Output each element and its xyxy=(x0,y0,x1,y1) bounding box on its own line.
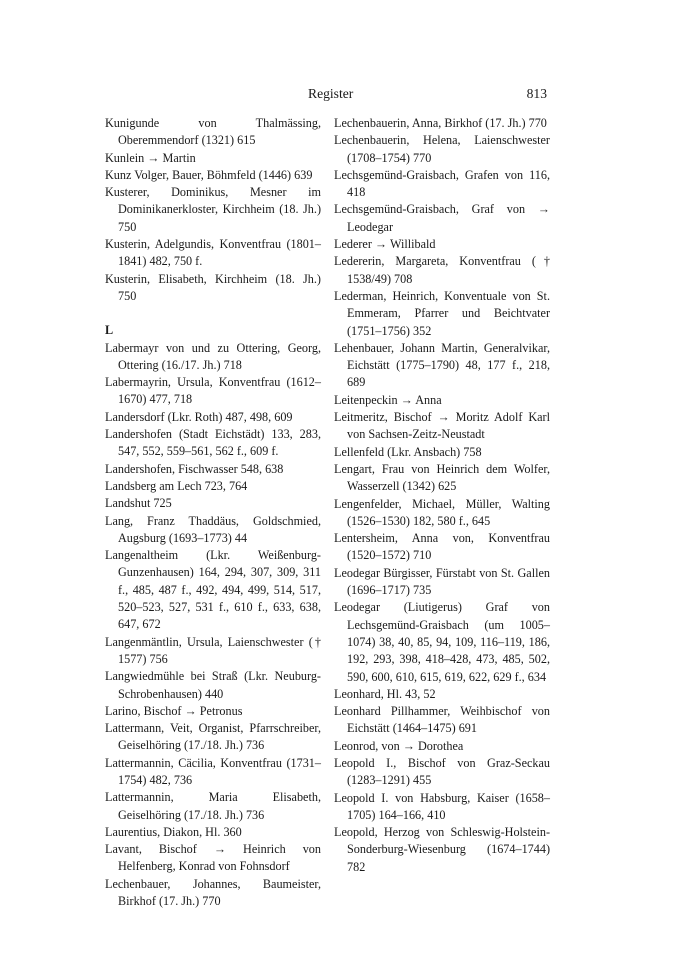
register-entry: Lavant, Bischof → Heinrich von Helfenberg, Konrad von Fohnsdorf xyxy=(105,842,321,874)
register-entry: Ledererin, Margareta, Konventfrau († 1538/49) 708 xyxy=(334,254,550,286)
register-entry: Lattermannin, Cäcilia, Konventfrau (1731–1754) 482, 736 xyxy=(105,755,321,787)
entries-l xyxy=(105,340,321,911)
register-entry: Leodegar (Liutigerus) Graf von Lechsgemünd-Graisbach (um 1005–1074) 38, 40, 85, 94, 109, 116–119, 186, 192, 293, 398, 418–428, 473, 485, 502, 590, 600, 610, 615, 619, 622, 629 f., 634 xyxy=(334,600,550,684)
register-entry: Lederman, Heinrich, Konventuale von St. Emmeram, Pfarrer und Beichtvater (1751–1756) 352 xyxy=(334,288,550,338)
register-entry: Kunlein → Martin xyxy=(105,150,196,165)
register-entry: Lattermann, Veit, Organist, Pfarrschreiber, Geiselhöring (17./18. Jh.) 736 xyxy=(105,721,321,753)
register-entry: Larino, Bischof → Petronus xyxy=(105,703,243,718)
register-entry: Leonrod, von → Dorothea xyxy=(334,738,464,753)
register-entry: Leitenpeckin → Anna xyxy=(334,392,442,407)
running-title: Register xyxy=(308,86,354,101)
register-column-right xyxy=(334,115,550,876)
register-entry: Langenmäntlin, Ursula, Laienschwester († 1577) 756 xyxy=(105,634,321,666)
page-header xyxy=(0,86,700,104)
register-entry: Kusterer, Dominikus, Mesner im Dominikanerkloster, Kirchheim (18. Jh.) 750 xyxy=(105,185,321,234)
register-entry: Lengenfelder, Michael, Müller, Walting (1526–1530) 182, 580 f., 645 xyxy=(334,496,550,528)
register-entry: Lechsgemünd-Graisbach, Grafen von 116, 418 xyxy=(334,167,550,200)
register-entry: Kusterin, Adelgundis, Konventfrau (1801–1841) 482, 750 f. xyxy=(105,237,321,269)
register-entry: Kunigunde von Thalmässing, Oberemmendorf (1321) 615 xyxy=(105,116,321,148)
register-entry: Lechenbauer, Johannes, Baumeister, Birkhof (17. Jh.) 770 xyxy=(105,876,321,909)
register-entry: Leonhard, Hl. 43, 52 xyxy=(334,686,436,701)
register-entry: Kunz Volger, Bauer, Böhmfeld (1446) 639 xyxy=(105,167,313,182)
register-entry: Lengart, Frau von Heinrich dem Wolfer, Wasserzell (1342) 625 xyxy=(334,461,550,494)
register-entry: Leodegar Bürgisser, Fürstabt von St. Gallen (1696–1717) 735 xyxy=(334,565,550,598)
register-entry: Labermayrin, Ursula, Konventfrau (1612–1670) 477, 718 xyxy=(105,375,321,407)
register-entry: Lellenfeld (Lkr. Ansbach) 758 xyxy=(334,444,482,459)
register-column-left xyxy=(105,115,321,910)
register-entry: Lang, Franz Thaddäus, Goldschmied, Augsburg (1693–1773) 44 xyxy=(105,513,321,545)
register-entry: Leitmeritz, Bischof → Moritz Adolf Karl von Sachsen-Zeitz-Neustadt xyxy=(334,410,550,442)
register-entry: Landershofen (Stadt Eichstädt) 133, 283, 547, 552, 559–561, 562 f., 609 f. xyxy=(105,427,321,459)
register-entry: Kusterin, Elisabeth, Kirchheim (18. Jh.) 750 xyxy=(105,271,321,303)
register-entry: Leopold I., Bischof von Graz-Seckau (1283–1291) 455 xyxy=(334,755,550,788)
register-entry: Leonhard Pillhammer, Weihbischof von Eichstätt (1464–1475) 691 xyxy=(334,704,550,736)
register-entry: Lentersheim, Anna von, Konventfrau (1520–1572) 710 xyxy=(334,531,550,563)
page-number: 813 xyxy=(526,86,547,101)
register-entry: Lechsgemünd-Graisbach, Graf von → Leodegar xyxy=(334,202,550,234)
register-entry: Landershofen, Fischwasser 548, 638 xyxy=(105,461,284,476)
register-entry: Langenaltheim (Lkr. Weißenburg-Gunzenhausen) 164, 294, 307, 309, 311 f., 485, 487 f., 492, 494, 499, 514, 517, 520–523, 527, 531 f., 610 f., 633, 638, 647, 672 xyxy=(105,548,321,632)
register-entry: Landsberg am Lech 723, 764 xyxy=(105,478,248,493)
entries-l-continued xyxy=(334,115,550,876)
register-entry: Leopold I. von Habsburg, Kaiser (1658–1705) 164–166, 410 xyxy=(334,790,550,822)
register-entry: Lederer → Willibald xyxy=(334,237,436,252)
register-entry: Langwiedmühle bei Straß (Lkr. Neuburg-Schrobenhausen) 440 xyxy=(105,669,321,701)
register-entry: Lattermannin, Maria Elisabeth, Geiselhöring (17./18. Jh.) 736 xyxy=(105,790,321,822)
register-entry: Lehenbauer, Johann Martin, Generalvikar, Eichstätt (1775–1790) 48, 177 f., 218, 689 xyxy=(334,340,550,390)
register-entry: Landersdorf (Lkr. Roth) 487, 498, 609 xyxy=(105,409,293,424)
register-entry: Lechenbauerin, Helena, Laienschwester (1708–1754) 770 xyxy=(334,133,550,165)
register-entry: Labermayr von und zu Ottering, Georg, Ottering (16./17. Jh.) 718 xyxy=(105,340,321,372)
section-letter-l: L xyxy=(105,323,114,338)
register-entry: Leopold, Herzog von Schleswig-Holstein-Sonderburg-Wiesenburg (1674–1744) 782 xyxy=(334,825,550,874)
register-entry: Lechenbauerin, Anna, Birkhof (17. Jh.) 770 xyxy=(334,116,547,130)
register-entry: Laurentius, Diakon, Hl. 360 xyxy=(105,824,242,839)
entries-k xyxy=(105,115,321,305)
register-entry: Landshut 725 xyxy=(105,496,172,511)
